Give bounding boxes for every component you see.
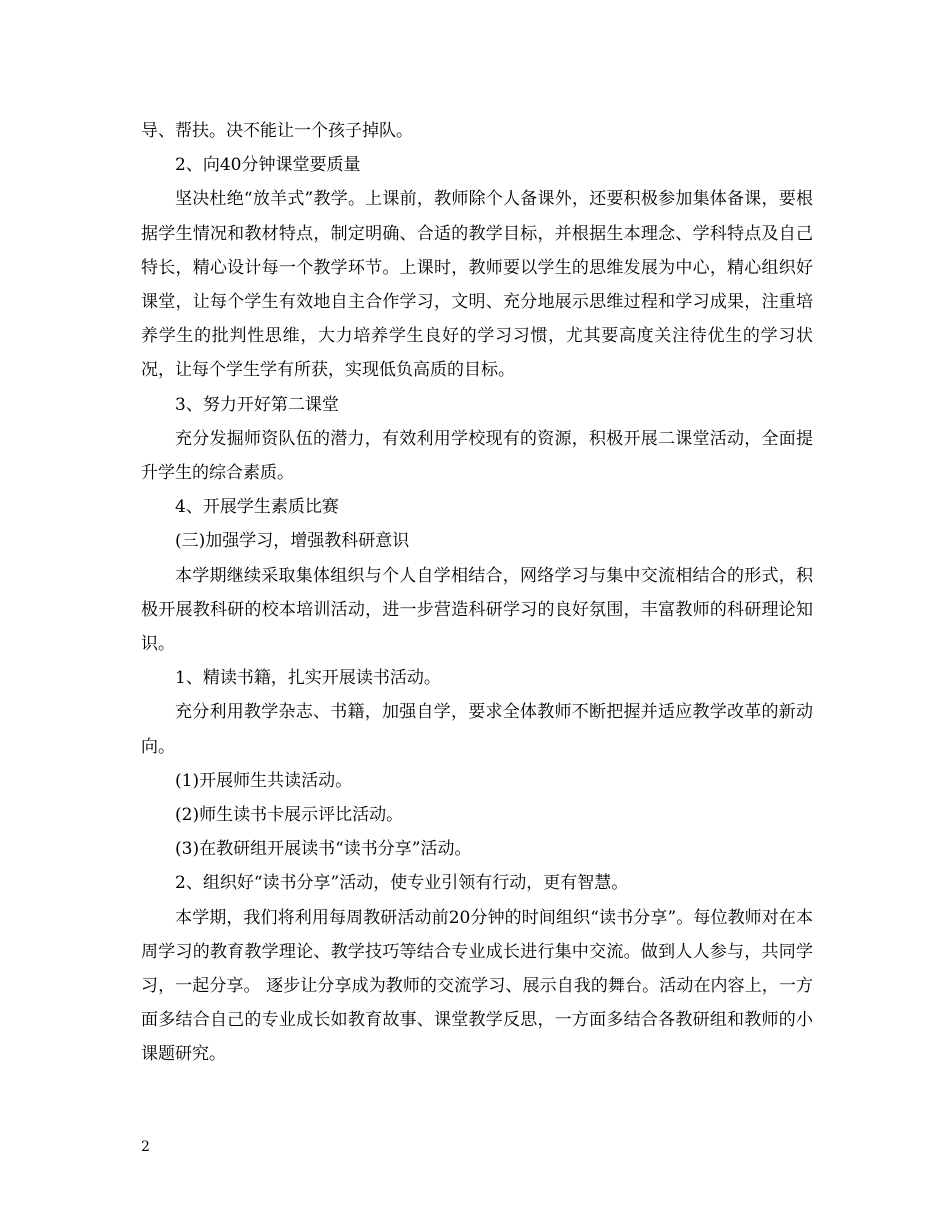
list-item-shared-reading: (1)开展师生共读活动。 bbox=[175, 770, 353, 791]
heading-second-classroom: 3、努力开好第二课堂 bbox=[175, 394, 339, 415]
paragraph-self-study: 充分利用教学杂志、书籍，加强自学，要求全体教师不断把握并适应教学改革的新动向。 bbox=[141, 702, 813, 757]
heading-classroom-quality: 2、向40分钟课堂要质量 bbox=[175, 155, 361, 176]
paragraph-classroom-teaching: 坚决杜绝“放羊式”教学。上课前，教师除个人备课外，还要积极参加集体备课，要根据学生情况和教材特点，制定明确、合适的教学目标，并根据生本理念、学科特点及自己特长，精心设计每一个教学环节。上课时，教师要以学生的思维发展为中心，精心组织好课堂，让每个学生有效地自主合作学习，文明、充分地展示思维过程和学习成果，注重培养学生的批判性思维，大力培养学生良好的学习习惯，尤其要高度关注待优生的学习状况，让每个学生学有所获，实现低负高质的目标。 bbox=[141, 189, 813, 381]
page-number: 2 bbox=[141, 1139, 150, 1155]
paragraph-reading-sharing-plan: 本学期，我们将利用每周教研活动前20分钟的时间组织“读书分享”。每位教师对在本周学习的教育教学理论、教学技巧等结合专业成长进行集中交流。做到人人参与，共同学习，一起分享。 逐步让分享成为教师的交流学习、展示自我的舞台。活动在内容上，一方面多结合自己的专业成长如教育故事、课堂教学反思，一方面多结合各教研组和教师的小课题研究。 bbox=[141, 907, 813, 1065]
list-item-reading-cards: (2)师生读书卡展示评比活动。 bbox=[175, 805, 404, 826]
paragraph-second-classroom: 充分发掘师资队伍的潜力，有效利用学校现有的资源，积极开展二课堂活动，全面提升学生的综合素质。 bbox=[141, 428, 813, 484]
heading-section-three: (三)加强学习，增强教科研意识 bbox=[175, 531, 410, 552]
heading-reading-books: 1、精读书籍，扎实开展读书活动。 bbox=[175, 668, 441, 689]
heading-reading-sharing-activity: 2、组织好“读书分享”活动，使专业引领有行动，更有智慧。 bbox=[175, 873, 629, 894]
paragraph-continuation: 导、帮扶。决不能让一个孩子掉队。 bbox=[141, 121, 413, 141]
list-item-reading-sharing: (3)在教研组开展读书“读书分享”活动。 bbox=[175, 839, 472, 860]
heading-student-competition: 4、开展学生素质比赛 bbox=[175, 497, 339, 518]
document-body bbox=[141, 114, 813, 1072]
paragraph-study-approach: 本学期继续采取集体组织与个人自学相结合，网络学习与集中交流相结合的形式，积极开展教科研的校本培训活动，进一步营造科研学习的良好氛围，丰富教师的科研理论知识。 bbox=[141, 565, 813, 655]
